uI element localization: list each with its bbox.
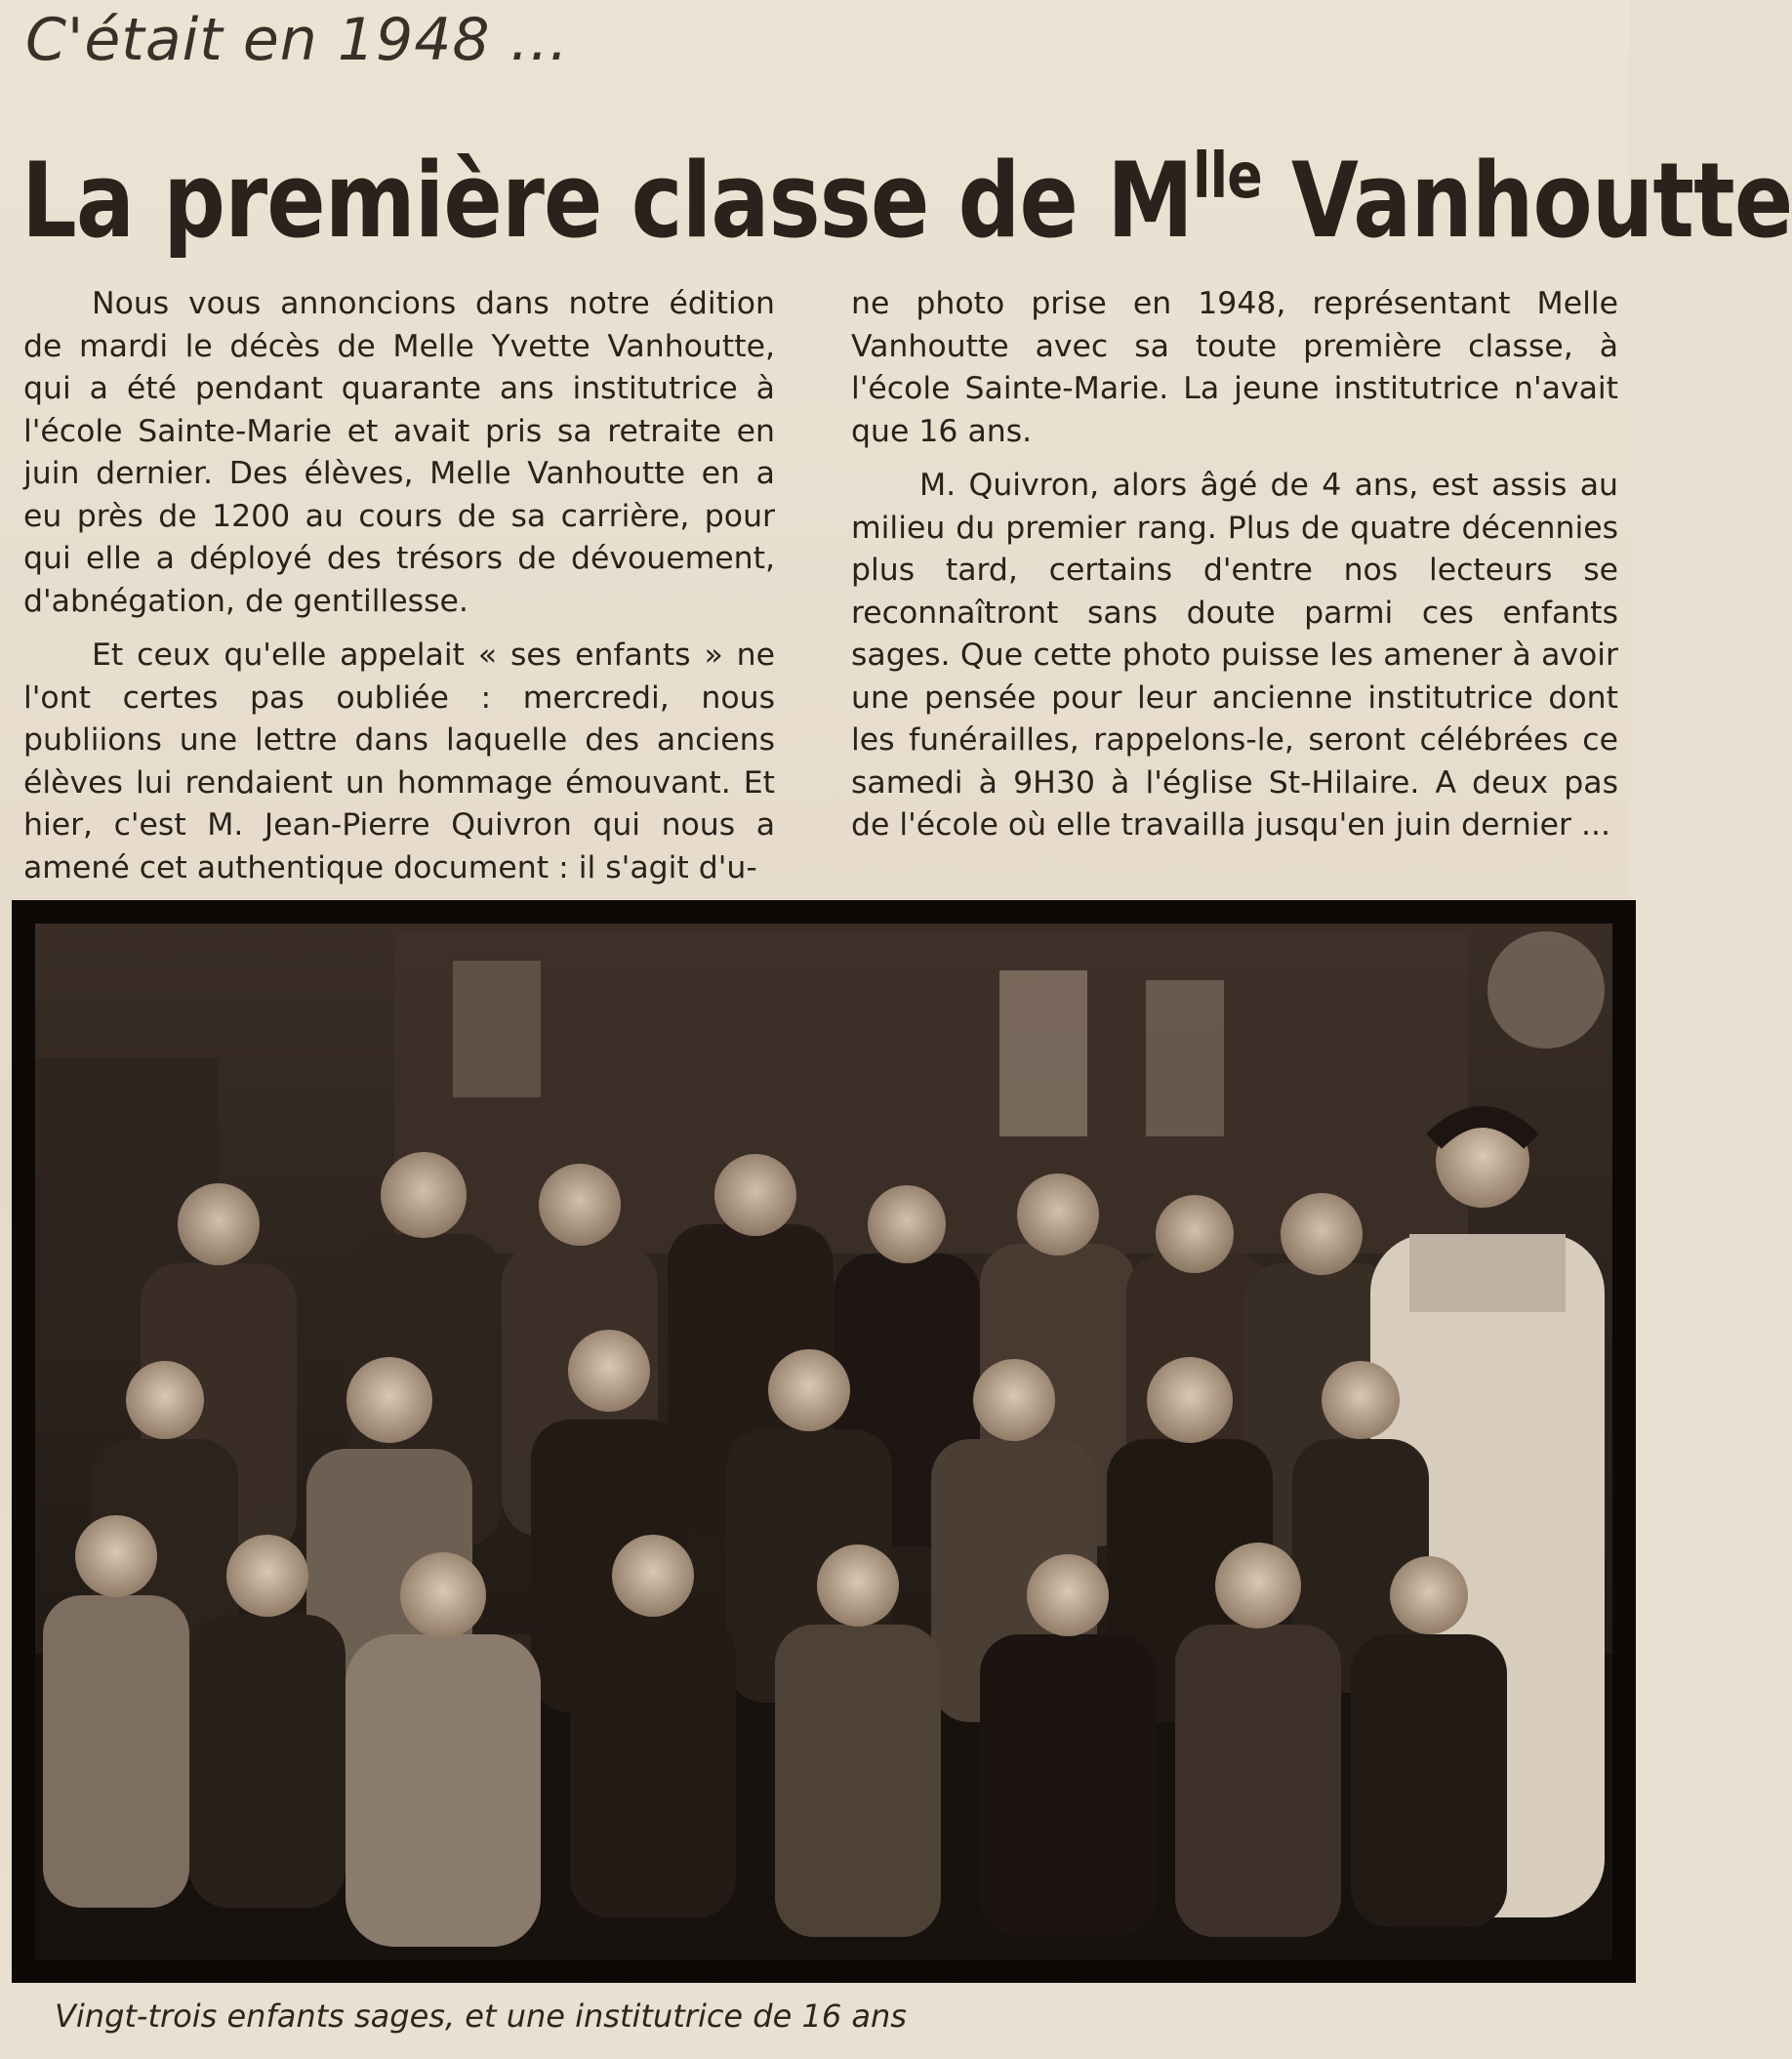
headline-surname: Vanhoutte (1261, 141, 1792, 261)
headline-superscript: lle (1193, 141, 1262, 213)
class-photo (23, 912, 1624, 1971)
article-paragraph: Nous vous annoncions dans notre édition de mardi le décès de Melle Yvette Vanhoutte, qui a été pendant quarante ans institutrice à l'école Sainte-Marie et avait pris sa retraite en juin dernier. Des élèves, Melle Vanhoutte en a eu près de 1200 au cours de sa carrière, pour qui elle a déployé des trésors de dévouement, d'abnégation, de gentillesse. (23, 286, 775, 619)
kicker-line: C'était en 1948 ... (25, 6, 569, 74)
article-column-left (23, 283, 775, 901)
class-photo-illustration (23, 912, 1624, 1971)
article-paragraph: M. Quivron, alors âgé de 4 ans, est assis au milieu du premier rang. Plus de quatre décennies plus tard, certains d'entre nos lecteurs se reconnaîtront sans doute parmi ces enfants sages. Que cette photo puisse les amener à avoir une pensée pour leur ancienne institutrice dont les funérailles, rappelons-le, seront célébrées ce samedi à 9H30 à l'église St-Hilaire. A deux pas de l'école où elle travailla jusqu'en juin dernier ... (851, 468, 1618, 843)
article-paragraph: Et ceux qu'elle appelait « ses enfants » ne l'ont certes pas oubliée : mercredi, nous publiions une lettre dans laquelle des anciens élèves lui rendaient un hommage émouvant. Et hier, c'est M. Jean-Pierre Quivron qui nous a amené cet authentique document : il s'agit d'u- (23, 638, 775, 885)
photo-caption: Vingt-trois enfants sages, et une institutrice de 16 ans (55, 1997, 907, 2035)
article-column-right (851, 283, 1618, 859)
headline-main: La première classe de M (21, 141, 1194, 261)
article-paragraph: ne photo prise en 1948, représentant Melle Vanhoutte avec sa toute première classe, à l'école Sainte-Marie. La jeune institutrice n'avait que 16 ans. (851, 286, 1618, 449)
headline (21, 103, 1792, 274)
